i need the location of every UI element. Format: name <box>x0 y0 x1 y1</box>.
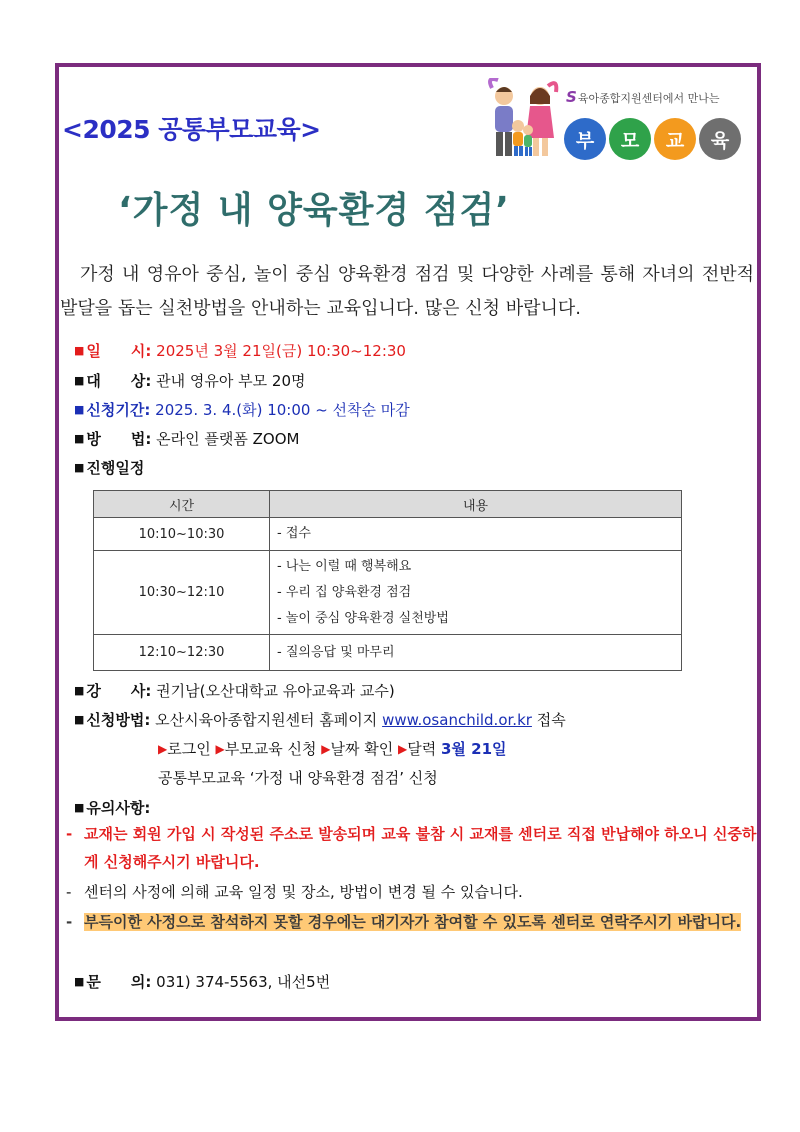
apply-label: 신청방법: <box>86 711 151 729</box>
arrow-icon: ▶ <box>321 742 331 756</box>
bullet-icon: ■ <box>74 801 85 814</box>
row-time: 12:10~12:30 <box>94 635 270 671</box>
apply-prefix: 오산시육아종합지원센터 홈페이지 <box>155 711 378 729</box>
page-title: ‘가정 내 양육환경 점검’ <box>118 190 510 231</box>
step-calendar: 달력 <box>407 740 437 758</box>
row-item: - 질의응답 및 마무리 <box>277 644 395 660</box>
info-apply-period <box>74 399 410 420</box>
row-content <box>270 518 682 551</box>
note-item-3 <box>66 908 758 936</box>
row-item: - 접수 <box>277 526 311 541</box>
logo-char-4: 육 <box>699 118 741 160</box>
s-mark-icon: S <box>566 88 577 106</box>
inquiry-value: 031) 374-5563, 내선5번 <box>156 973 331 991</box>
center-tagline <box>566 88 719 106</box>
note-text-2: 센터의 사정에 의해 교육 일정 및 장소, 방법이 변경 될 수 있습니다. <box>84 883 523 901</box>
intro-paragraph <box>60 258 754 326</box>
bullet-icon: ■ <box>74 975 85 988</box>
info-target <box>74 370 305 391</box>
arrow-icon: ▶ <box>397 742 408 756</box>
method-label: 방 법: <box>86 430 152 448</box>
info-method <box>74 428 299 449</box>
center-tagline-text: 육아종합지원센터에서 만나는 <box>577 92 720 105</box>
row-content <box>270 551 682 635</box>
row-content <box>270 635 682 671</box>
dash-mark: - <box>66 825 73 843</box>
note-text-3: 부득이한 사정으로 참석하지 못할 경우에는 대기자가 참여할 수 있도록 센터로 연락주시기 바랍니다. <box>84 913 742 931</box>
method-value: 온라인 플랫폼 ZOOM <box>156 430 300 448</box>
bullet-icon: ■ <box>74 374 85 387</box>
info-schedule <box>74 457 144 478</box>
target-value: 관내 영유아 부모 20명 <box>156 372 306 390</box>
intro-text: 가정 내 영유아 중심, 놀이 중심 양육환경 점검 및 다양한 사례를 통해 자녀의 전반적 발달을 돕는 실천방법을 안내하는 교육입니다. 많은 신청 바랍니다. <box>60 264 754 319</box>
notes-label: 유의사항: <box>86 799 151 817</box>
schedule-label: 진행일정 <box>86 459 145 477</box>
row-time: 10:10~10:30 <box>94 518 270 551</box>
info-instructor <box>74 680 395 701</box>
instructor-label: 강 사: <box>86 682 152 700</box>
header-time: 시간 <box>94 491 270 518</box>
date-label: 일 시: <box>86 342 152 360</box>
table-row <box>94 551 682 635</box>
bullet-icon: ■ <box>74 713 85 726</box>
info-date <box>74 340 406 361</box>
row-item: - 나는 이럴 때 행복해요 <box>277 558 412 574</box>
center-logo <box>482 78 744 160</box>
arrow-icon: ▶ <box>215 742 225 756</box>
row-time: 10:30~12:10 <box>94 551 270 635</box>
logo-char-3: 교 <box>654 118 696 160</box>
step-date: 날짜 확인 <box>330 740 394 758</box>
homepage-link[interactable]: www.osanchild.or.kr <box>382 711 532 729</box>
step-login: 로그인 <box>167 740 211 758</box>
row-item: - 놀이 중심 양육환경 실천방법 <box>277 610 449 626</box>
arrow-icon: ▶ <box>158 742 168 756</box>
inquiry-label: 문 의: <box>86 973 152 991</box>
apply-period-label: 신청기간: <box>86 401 151 419</box>
note-text-1: 교재는 회원 가입 시 작성된 주소로 발송되며 교육 불참 시 교재를 센터로 직접 반납해야 하오니 신중하게 신청해주시기 바랍니다. <box>84 825 757 871</box>
apply-line3: 공통부모교육 ‘가정 내 양육환경 점검’ 신청 <box>158 769 438 787</box>
header-content: 내용 <box>270 491 682 518</box>
note-item-1 <box>66 820 758 876</box>
step-calendar-date: 3월 21일 <box>440 740 507 758</box>
row-item: - 우리 집 양육환경 점검 <box>277 584 412 600</box>
bullet-icon: ■ <box>74 432 85 445</box>
bullet-icon: ■ <box>74 344 85 357</box>
bullet-icon: ■ <box>74 684 85 697</box>
apply-steps <box>158 738 507 759</box>
bullet-icon: ■ <box>74 461 85 474</box>
program-subject: <2025 공통부모교육> <box>62 115 321 144</box>
info-inquiry <box>74 971 330 992</box>
target-label: 대 상: <box>86 372 152 390</box>
family-illustration <box>482 78 562 160</box>
info-apply-method <box>74 709 566 730</box>
note-item-2 <box>66 878 758 906</box>
schedule-header-row <box>94 491 682 518</box>
logo-char-1: 부 <box>564 118 606 160</box>
logo-circles <box>564 118 741 160</box>
table-row <box>94 518 682 551</box>
date-value: 2025년 3월 21일(금) 10:30~12:30 <box>156 342 406 360</box>
info-notes <box>74 797 150 818</box>
logo-char-2: 모 <box>609 118 651 160</box>
table-row <box>94 635 682 671</box>
apply-suffix: 접속 <box>536 711 566 729</box>
apply-period-value: 2025. 3. 4.(화) 10:00 ~ 선착순 마감 <box>155 401 410 419</box>
dash-mark: - <box>66 883 72 901</box>
instructor-value: 권기남(오산대학교 유아교육과 교수) <box>156 682 395 700</box>
dash-mark: - <box>66 913 73 931</box>
schedule-table <box>93 490 682 671</box>
step-apply: 부모교육 신청 <box>224 740 317 758</box>
bullet-icon: ■ <box>74 403 85 416</box>
